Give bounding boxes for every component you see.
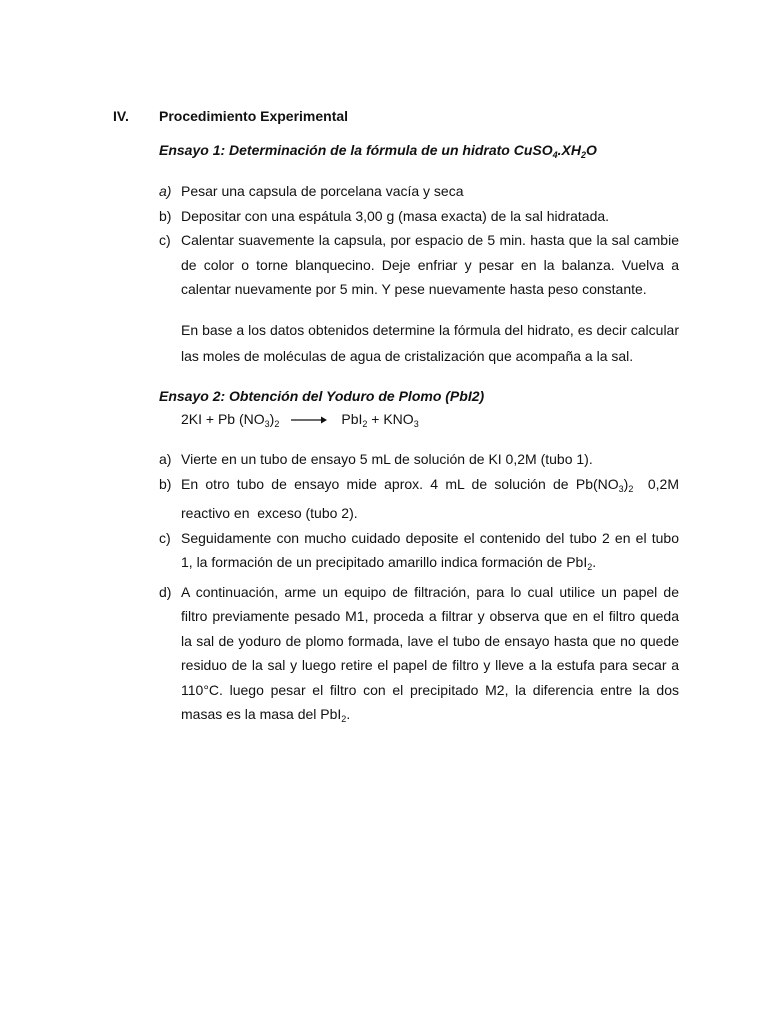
- step-subscript: 3: [618, 483, 624, 494]
- equation-subscript: 2: [274, 419, 280, 429]
- equation-reactants: ): [269, 411, 275, 427]
- step-text: A continuación, arme un equipo de filtración, para lo cual utilice un papel de filtro previamente pesado M1, proceda a filtrar y observa que en el filtro queda la sal de yoduro de plomo formada, lave el tubo de ensayo hasta que no quede residuo de la sal y luego retire el papel de filtro y lleve a la estufa para secar a 110°C. luego pesar el filtro con el precipitado M2, la diferencia entre la dos masas es la masa del PbI: [181, 583, 679, 722]
- essay-2-step: [159, 447, 679, 472]
- step-marker: b): [159, 207, 172, 224]
- reaction-equation: [181, 411, 419, 429]
- equation-reactants: 2KI + Pb (NO: [181, 411, 265, 427]
- step-marker: a): [159, 451, 172, 467]
- equation-products: + KNO: [367, 411, 414, 427]
- equation-products: PbI: [341, 411, 363, 427]
- essay-2-steps: [159, 447, 683, 732]
- step-subscript: 2: [628, 483, 634, 494]
- step-marker: b): [159, 475, 172, 492]
- reaction-arrow-icon: [291, 415, 327, 425]
- essay-2-step: [159, 526, 679, 580]
- step-text: Seguidamente con mucho cuidado deposite el contenido del tubo 2 en el tubo 1, la formación de un precipitado amarillo indica formación de PbI: [181, 529, 679, 570]
- section-number: IV.: [113, 108, 129, 124]
- step-text: Pesar una capsula de porcelana vacía y seca: [181, 183, 464, 199]
- essay-1-steps: [159, 179, 679, 302]
- step-text: 0,2M reactivo en exceso (tubo 2).: [181, 475, 683, 521]
- essay-1-title-sub: 4: [552, 150, 558, 160]
- step-marker: c): [159, 529, 171, 546]
- step-text: .: [346, 706, 351, 722]
- step-text: ): [623, 475, 629, 492]
- section-title: Procedimiento Experimental: [159, 108, 349, 124]
- essay-1-title-mid: .XH: [557, 142, 581, 158]
- essay-2-step: [159, 580, 679, 732]
- step-marker: a): [159, 183, 172, 199]
- equation-subscript: 2: [362, 419, 368, 429]
- essay-1-step: [159, 204, 679, 229]
- essay-1-title-text: Ensayo 1: Determinación de la fórmula de un hidrato CuSO: [159, 142, 553, 158]
- essay-2-title: Ensayo 2: Obtención del Yoduro de Plomo (PbI2): [159, 388, 485, 404]
- essay-1-title: [159, 142, 597, 160]
- step-subscript: 2: [587, 562, 593, 572]
- equation-subscript: 3: [413, 419, 419, 429]
- essay-2-step: [159, 472, 683, 526]
- step-text: Calentar suavemente la capsula, por espacio de 5 min. hasta que la sal cambie de color o torne blanquecino. Deje enfriar y pesar en la balanza. Vuelva a calentar nuevamente por 5 min. Y pese nuevamente hasta peso constante.: [181, 232, 679, 297]
- essay-1-step: [159, 228, 679, 302]
- essay-1-note: En base a los datos obtenidos determine la fórmula del hidrato, es decir calcular las moles de moléculas de agua de cristalización que acompaña a la sal.: [181, 322, 679, 364]
- step-text: En otro tubo de ensayo mide aprox. 4 mL de solución de Pb(NO: [181, 475, 619, 492]
- step-text: Vierte en un tubo de ensayo 5 mL de solución de KI 0,2M (tubo 1).: [181, 451, 593, 467]
- essay-1-title-end: O: [586, 142, 597, 158]
- equation-subscript: 3: [264, 419, 270, 429]
- essay-1-title-sub: 2: [581, 150, 587, 160]
- step-text: Depositar con una espátula 3,00 g (masa exacta) de la sal hidratada.: [181, 207, 610, 224]
- essay-1-step: [159, 179, 679, 204]
- step-marker: c): [159, 232, 171, 248]
- step-text: .: [592, 554, 597, 570]
- step-subscript: 2: [341, 714, 347, 724]
- step-marker: d): [159, 583, 172, 600]
